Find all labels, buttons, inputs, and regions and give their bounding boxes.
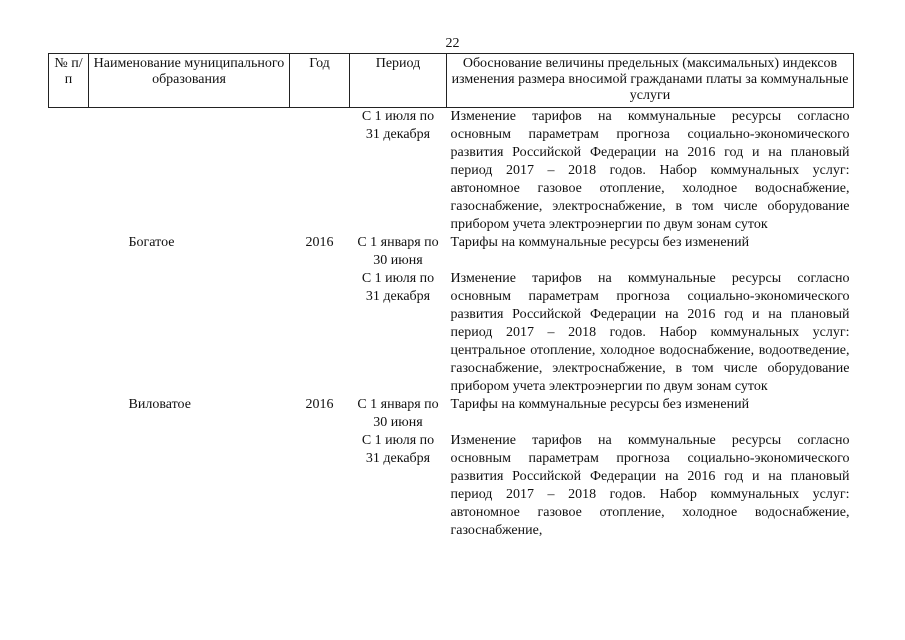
tariff-table bbox=[48, 53, 854, 540]
basis-cell: Изменение тарифов на коммунальные ресурсы согласно основным параметрам прогноза социально-экономического развития Российской Федерации на 2016 год и на плановый период 2017 – 2018 годов. Набор коммунальных услуг: центральное отопление, холодное водоснабжение, водоотведение, газоснабжение, электроснабжение, в том числе оборудование прибором учета электроэнергии по двум зонам суток bbox=[450, 271, 850, 394]
table-row bbox=[49, 432, 854, 540]
basis-cell: Изменение тарифов на коммунальные ресурсы согласно основным параметрам прогноза социально-экономического развития Российской Федерации на 2016 год и на плановый период 2017 – 2018 годов. Набор коммунальных услуг: автономное газовое отопление, холодное водоснабжение, газоснабжение, электроснабжение, в том числе оборудование прибором учета электроэнергии по двум зонам суток bbox=[450, 109, 850, 232]
table-row bbox=[49, 234, 854, 270]
municipality-cell: Виловатое bbox=[128, 397, 191, 412]
year-cell: 2016 bbox=[305, 397, 334, 412]
municipality-cell bbox=[89, 108, 290, 235]
period-cell: С 1 июля по 31 декабря bbox=[361, 109, 435, 142]
period-cell: С 1 января по 30 июня bbox=[357, 397, 439, 430]
period-cell: С 1 января по 30 июня bbox=[357, 235, 439, 268]
period-cell: С 1 июля по 31 декабря bbox=[361, 433, 435, 466]
municipality-cell bbox=[89, 270, 290, 396]
basis-cell: Изменение тарифов на коммунальные ресурсы согласно основным параметрам прогноза социально-экономического развития Российской Федерации на 2016 год и на плановый период 2017 – 2018 годов. Набор коммунальных услуг: автономное газовое отопление, холодное водоснабжение, газоснабжение, bbox=[450, 433, 850, 538]
table-row bbox=[49, 396, 854, 432]
table-row bbox=[49, 108, 854, 235]
municipality-cell bbox=[89, 432, 290, 540]
header-name: Наименование муниципального образования bbox=[89, 54, 290, 108]
header-period: Период bbox=[350, 54, 447, 108]
year-cell: 2016 bbox=[305, 235, 334, 250]
basis-cell: Тарифы на коммунальные ресурсы без изменений bbox=[450, 397, 750, 412]
header-basis: Обоснование величины предельных (максимальных) индексов изменения размера вносимой гражданами платы за коммунальные услуги bbox=[447, 54, 854, 108]
year-cell bbox=[290, 270, 350, 396]
page-number: 22 bbox=[445, 36, 460, 51]
num-cell bbox=[49, 396, 89, 432]
header-year: Год bbox=[290, 54, 350, 108]
year-cell bbox=[290, 108, 350, 235]
num-cell bbox=[49, 432, 89, 540]
year-cell bbox=[290, 432, 350, 540]
num-cell bbox=[49, 270, 89, 396]
num-cell bbox=[49, 234, 89, 270]
table-row bbox=[49, 270, 854, 396]
municipality-cell: Богатое bbox=[128, 235, 175, 250]
basis-cell: Тарифы на коммунальные ресурсы без изменений bbox=[450, 235, 750, 250]
num-cell bbox=[49, 108, 89, 235]
period-cell: С 1 июля по 31 декабря bbox=[361, 271, 435, 304]
table-header-row bbox=[49, 54, 854, 108]
header-num: № п/п bbox=[49, 54, 89, 108]
